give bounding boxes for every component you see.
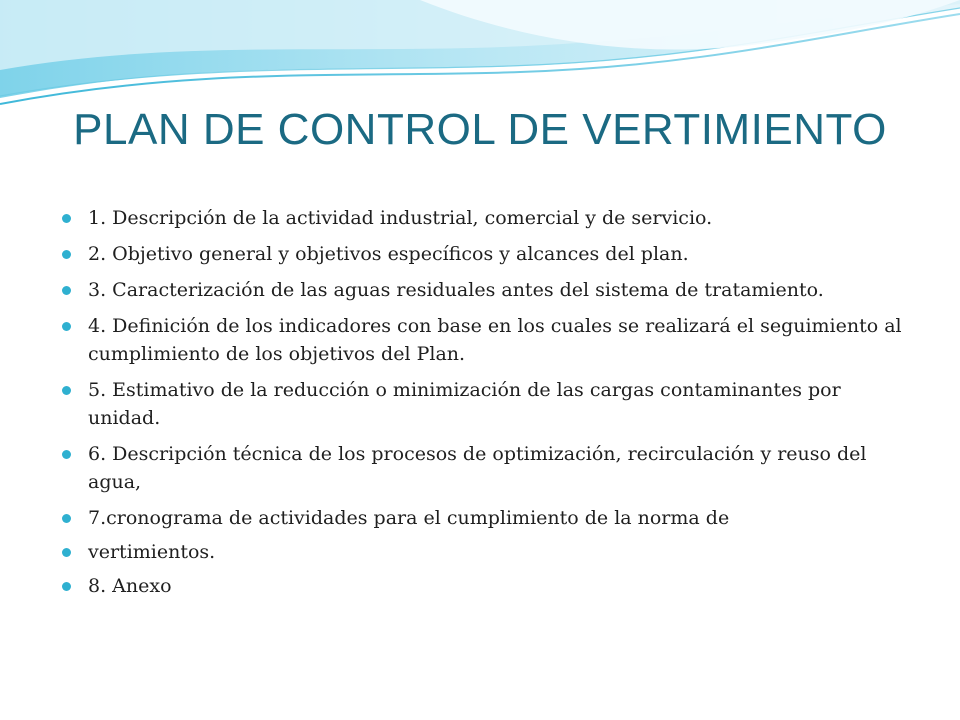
list-item-text: 8. Anexo: [88, 575, 172, 597]
list-item-text: 3. Caracterización de las aguas residuales antes del sistema de tratamiento.: [88, 279, 824, 301]
list-item: [62, 376, 912, 432]
list-item: [62, 572, 912, 600]
list-item-text: 1. Descripción de la actividad industrial, comercial y de servicio.: [88, 207, 713, 229]
list-item: [62, 312, 912, 368]
bullet-icon: [62, 514, 71, 523]
list-item: [62, 276, 912, 304]
bullet-icon: [62, 548, 71, 557]
list-item: [62, 204, 912, 232]
bullet-icon: [62, 450, 71, 459]
bullet-icon: [62, 582, 71, 591]
list-item: [62, 440, 912, 496]
bullet-icon: [62, 386, 71, 395]
slide-title: PLAN DE CONTROL DE VERTIMIENTO: [73, 105, 887, 154]
list-item-text: 4. Definición de los indicadores con base en los cuales se realizará el seguimiento al cumplimiento de los objetivos del Plan.: [88, 315, 902, 365]
list-item-text: 7.cronograma de actividades para el cumplimiento de la norma de: [88, 507, 730, 529]
bullet-icon: [62, 250, 71, 259]
list-item-text: 6. Descripción técnica de los procesos de optimización, recirculación y reuso del agua,: [88, 443, 867, 493]
list-item-text: 5. Estimativo de la reducción o minimización de las cargas contaminantes por unidad.: [88, 379, 841, 429]
bullet-icon: [62, 214, 71, 223]
list-item: [62, 240, 912, 268]
bullet-icon: [62, 286, 71, 295]
bullet-list: [62, 204, 912, 606]
list-item: [62, 504, 912, 532]
list-item: [62, 538, 912, 566]
bullet-icon: [62, 322, 71, 331]
list-item-text: vertimientos.: [88, 541, 216, 563]
list-item-text: 2. Objetivo general y objetivos específicos y alcances del plan.: [88, 243, 689, 265]
